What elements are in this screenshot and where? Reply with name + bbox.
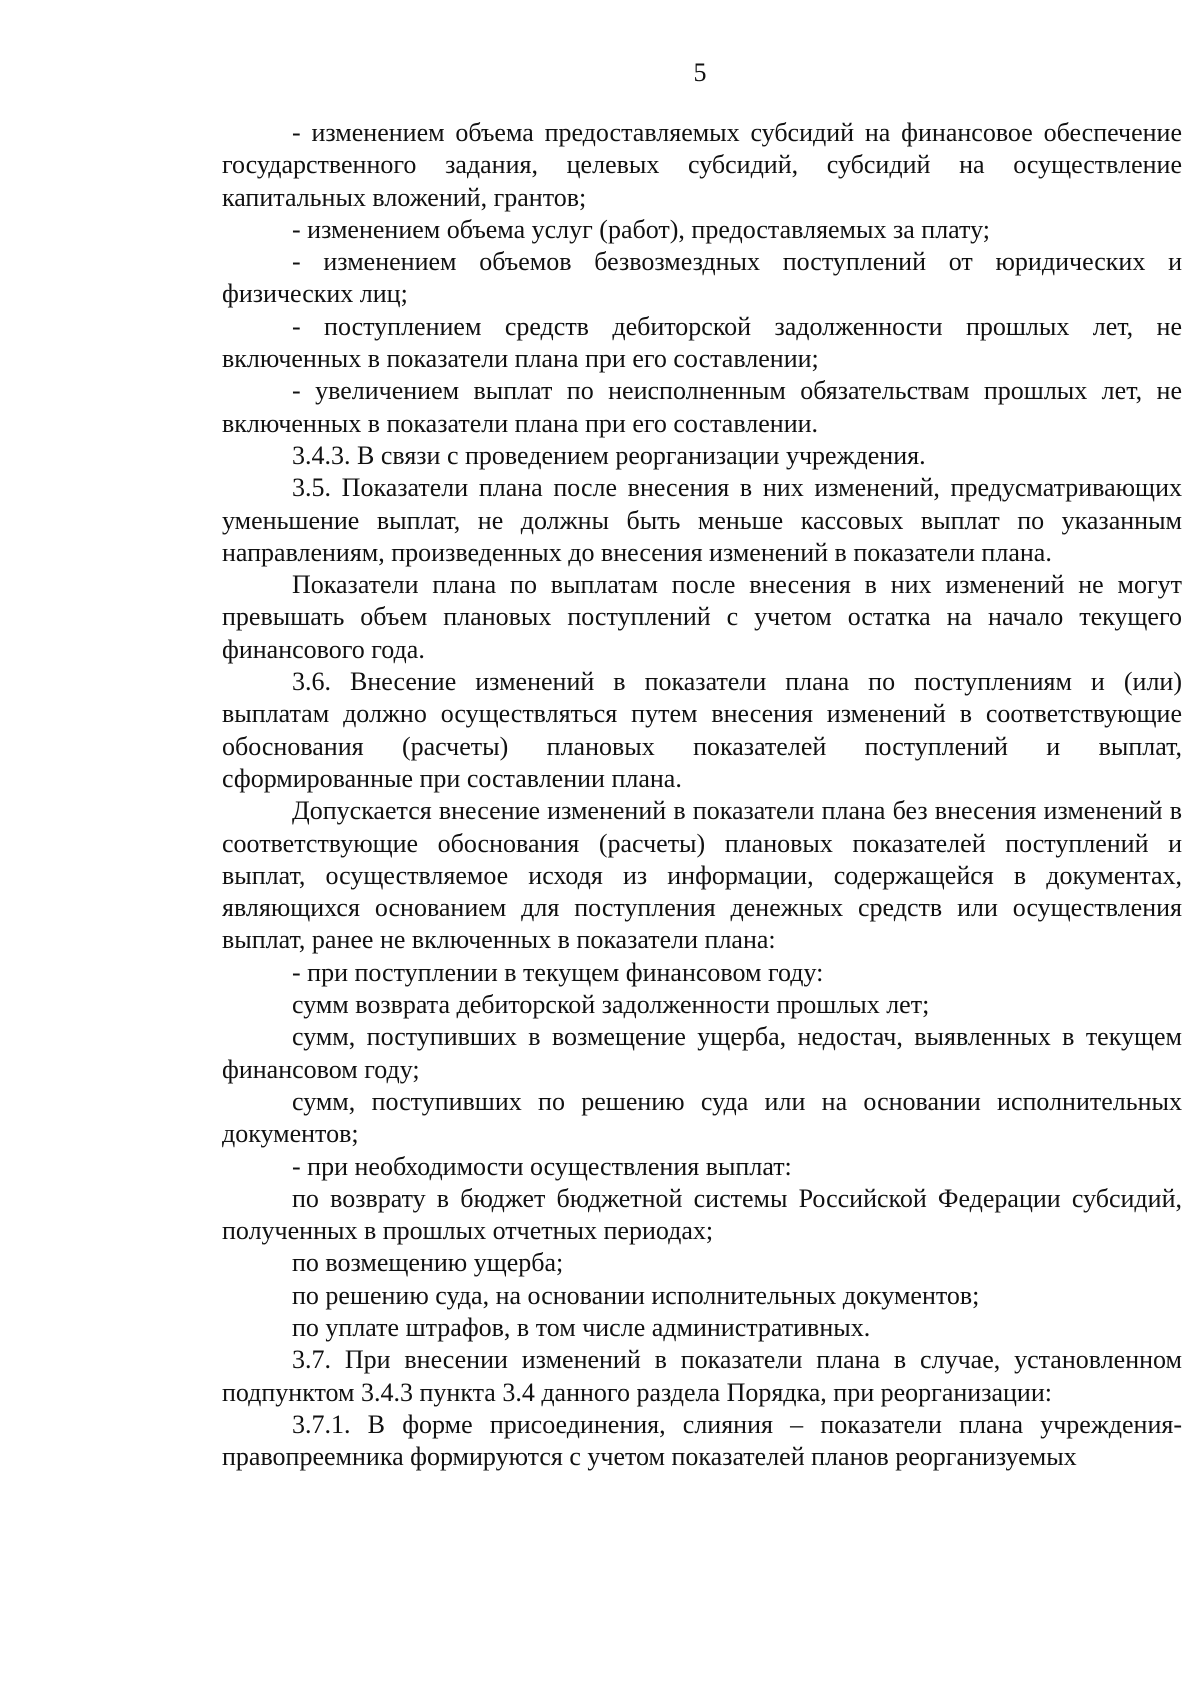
paragraph: сумм, поступивших по решению суда или на основании исполнительных документов; xyxy=(222,1086,1182,1149)
paragraph: 3.4.3. В связи с проведением реорганизации учреждения. xyxy=(292,440,926,470)
paragraph: сумм возврата дебиторской задолженности прошлых лет; xyxy=(292,990,930,1020)
paragraph: по решению суда, на основании исполнительных документов; xyxy=(292,1280,980,1310)
paragraph: по возмещению ущерба; xyxy=(292,1248,564,1278)
paragraph: - изменением объемов безвозмездных поступлений от юридических и физических лиц; xyxy=(222,247,1182,309)
paragraph: по возврату в бюджет бюджетной системы Российской Федерации субсидий, полученных в прошлых отчетных периодах; xyxy=(222,1183,1182,1246)
paragraph: - поступлением средств дебиторской задолженности прошлых лет, не включенных в показатели плана при его составлении; xyxy=(222,311,1182,374)
paragraph: - при необходимости осуществления выплат: xyxy=(292,1151,792,1181)
paragraph: 3.7. При внесении изменений в показатели плана в случае, установленном подпунктом 3.4.3 пункта 3.4 данного раздела Порядка, при реорганизации: xyxy=(222,1345,1182,1407)
document-body xyxy=(222,117,1182,1473)
paragraph: - увеличением выплат по неисполненным обязательствам прошлых лет, не включенных в показатели плана при его составлении. xyxy=(222,376,1182,438)
paragraph: - изменением объема предоставляемых субсидий на финансовое обеспечение государственного задания, целевых субсидий, субсидий на осуществление капитальных вложений, грантов; xyxy=(222,118,1182,212)
paragraph: 3.6. Внесение изменений в показатели плана по поступлениям и (или) выплатам должно осуществляться путем внесения изменений в соответствующие обоснования (расчеты) плановых показателей поступлений и выплат, сформированные при составлении плана. xyxy=(222,667,1182,793)
paragraph: Показатели плана по выплатам после внесения в них изменений не могут превышать объем плановых поступлений с учетом остатка на начало текущего финансового года. xyxy=(222,570,1182,664)
paragraph: Допускается внесение изменений в показатели плана без внесения изменений в соответствующие обоснования (расчеты) плановых показателей поступлений и выплат, осуществляемое исходя из информации, содержащейся в документах, являющихся основанием для поступления денежных средств или осуществления выплат, ранее не включенных в показатели плана: xyxy=(222,796,1182,955)
paragraph: - изменением объема услуг (работ), предоставляемых за плату; xyxy=(292,214,990,244)
paragraph: 3.7.1. В форме присоединения, слияния – показатели плана учреждения-правопреемника формируются с учетом показателей планов реорганизуемых xyxy=(222,1409,1182,1472)
paragraph: 3.5. Показатели плана после внесения в них изменений, предусматривающих уменьшение выплат, не должны быть меньше кассовых выплат по указанным направлениям, произведенных до внесения изменений в показатели плана. xyxy=(222,473,1182,567)
paragraph: по уплате штрафов, в том числе административных. xyxy=(292,1312,871,1342)
paragraph: - при поступлении в текущем финансовом году: xyxy=(292,957,824,987)
paragraph: сумм, поступивших в возмещение ущерба, недостач, выявленных в текущем финансовом году; xyxy=(222,1022,1182,1084)
page-number: 5 xyxy=(693,58,707,87)
